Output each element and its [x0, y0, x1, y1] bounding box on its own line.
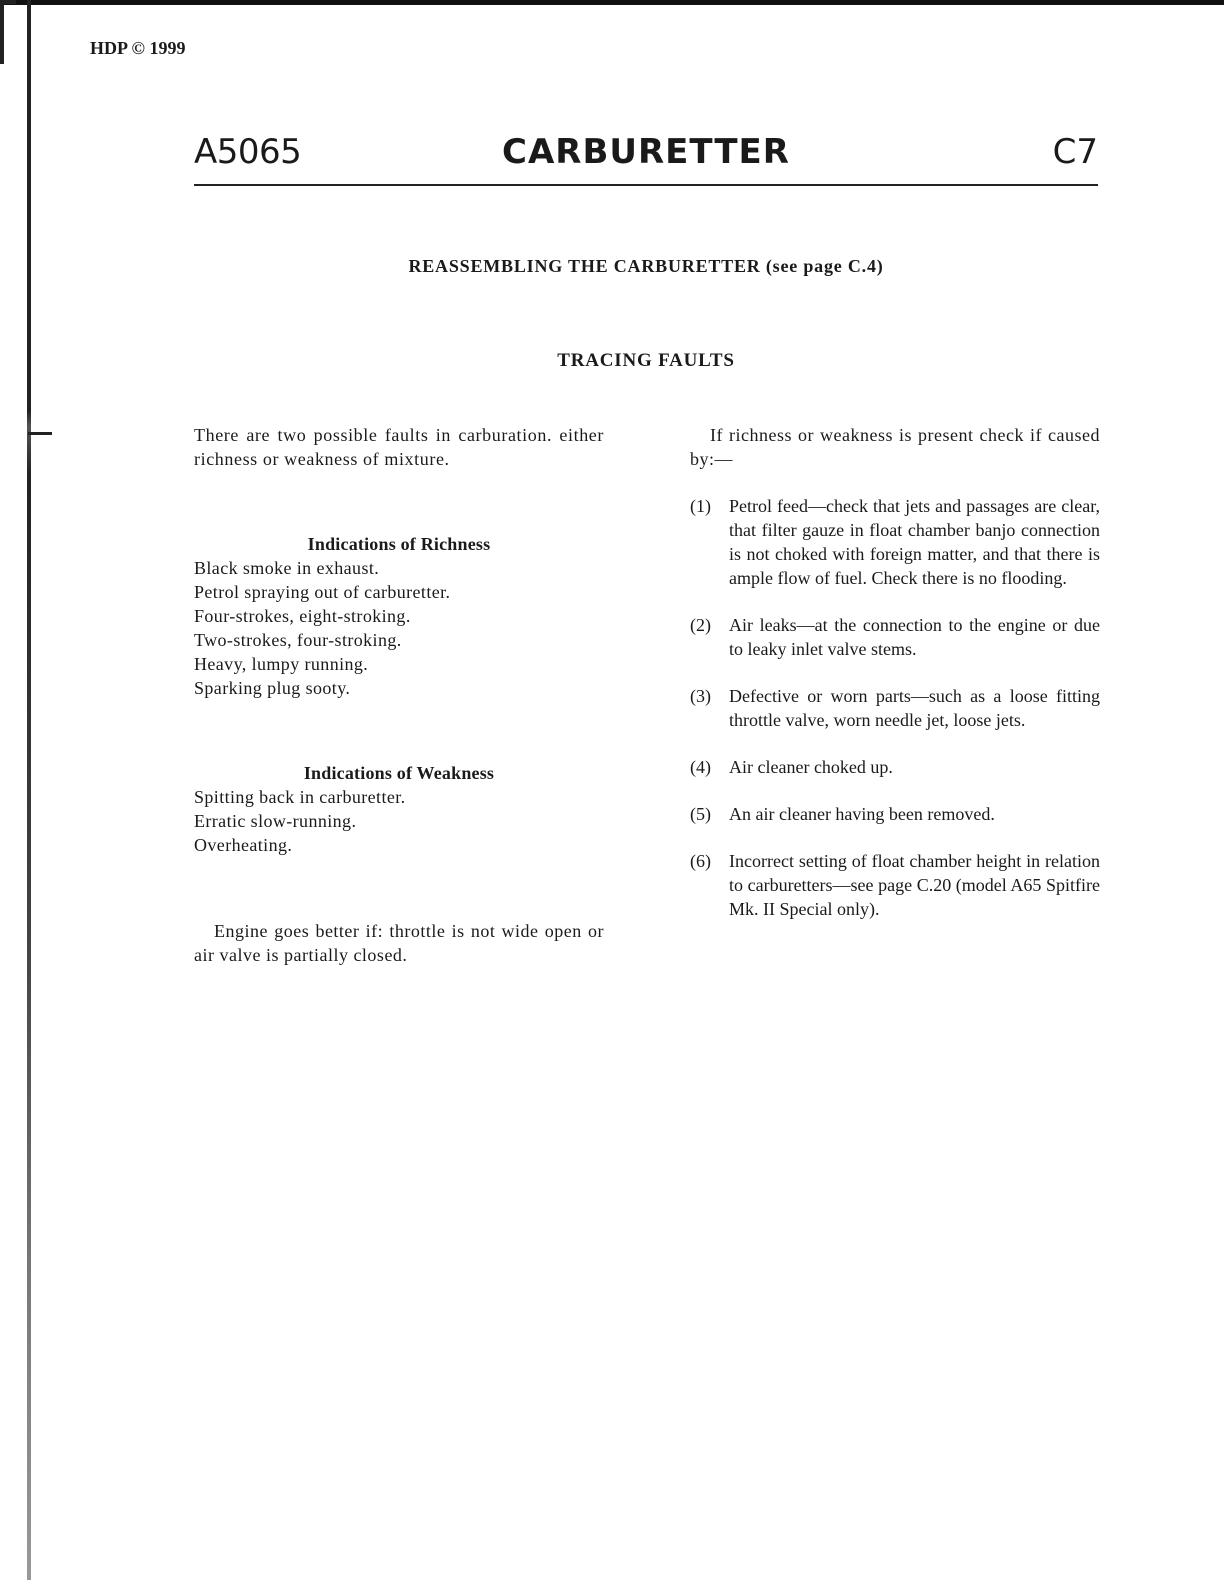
cause-item	[690, 494, 1100, 590]
cause-item	[690, 802, 1100, 826]
list-item: Heavy, lumpy running.	[194, 654, 369, 674]
richness-list	[194, 556, 604, 700]
cause-text: Petrol feed—check that jets and passages are clear, that filter gauze in float chamber banjo connection is not choked with foreign matter, and that there is ample flow of fuel. Check there is no flooding.	[729, 496, 1100, 588]
scan-edge-top	[0, 0, 1224, 5]
intro-paragraph: There are two possible faults in carburation. either richness or weakness of mixture.	[194, 425, 604, 469]
causes-list	[690, 494, 1100, 944]
page-title: CARBURETTER	[502, 132, 790, 172]
heading-reassembling: REASSEMBLING THE CARBURETTER (see page C.4)	[408, 256, 884, 276]
weakness-section	[194, 761, 604, 857]
cause-text: Incorrect setting of float chamber height in relation to carburetters—see page C.20 (model A65 Spitfire Mk. II Special only).	[729, 851, 1100, 919]
engine-note: Engine goes better if: throttle is not wide open or air valve is partially closed.	[194, 921, 604, 965]
cause-item	[690, 613, 1100, 661]
scan-tick	[28, 432, 52, 435]
copyright-stamp: HDP © 1999	[90, 38, 186, 58]
cause-item	[690, 849, 1100, 921]
cause-number: (2)	[690, 615, 711, 635]
list-item: Black smoke in exhaust.	[194, 558, 380, 578]
cause-item	[690, 755, 1100, 779]
cause-number: (1)	[690, 496, 711, 516]
list-item: Sparking plug sooty.	[194, 678, 351, 698]
cause-number: (4)	[690, 757, 711, 777]
list-item: Erratic slow-running.	[194, 811, 357, 831]
manual-code: A5065	[194, 132, 302, 172]
list-item: Four-strokes, eight-stroking.	[194, 606, 411, 626]
list-item: Petrol spraying out of carburetter.	[194, 582, 451, 602]
richness-heading: Indications of Richness	[307, 534, 491, 554]
cause-number: (3)	[690, 686, 711, 706]
cause-number: (6)	[690, 851, 711, 871]
causes-intro: If richness or weakness is present check if caused by:—	[690, 425, 1100, 469]
cause-text: Air cleaner choked up.	[729, 757, 893, 777]
cause-item	[690, 684, 1100, 732]
cause-text: Defective or worn parts—such as a loose fitting throttle valve, worn needle jet, loose jets.	[729, 686, 1100, 730]
page-header	[194, 132, 1098, 186]
scan-edge-left	[27, 0, 31, 1580]
left-column	[194, 423, 604, 965]
heading-tracing-faults: TRACING FAULTS	[557, 350, 735, 371]
right-column	[690, 423, 1100, 919]
richness-section	[194, 532, 604, 700]
weakness-list	[194, 785, 604, 857]
list-item: Spitting back in carburetter.	[194, 787, 406, 807]
scan-corner	[0, 0, 16, 64]
page-number: C7	[1052, 132, 1098, 172]
weakness-heading: Indications of Weakness	[303, 763, 495, 783]
list-item: Overheating.	[194, 835, 293, 855]
cause-number: (5)	[690, 804, 711, 824]
list-item: Two-strokes, four-stroking.	[194, 630, 402, 650]
cause-text: An air cleaner having been removed.	[729, 804, 995, 824]
cause-text: Air leaks—at the connection to the engine or due to leaky inlet valve stems.	[729, 615, 1100, 659]
